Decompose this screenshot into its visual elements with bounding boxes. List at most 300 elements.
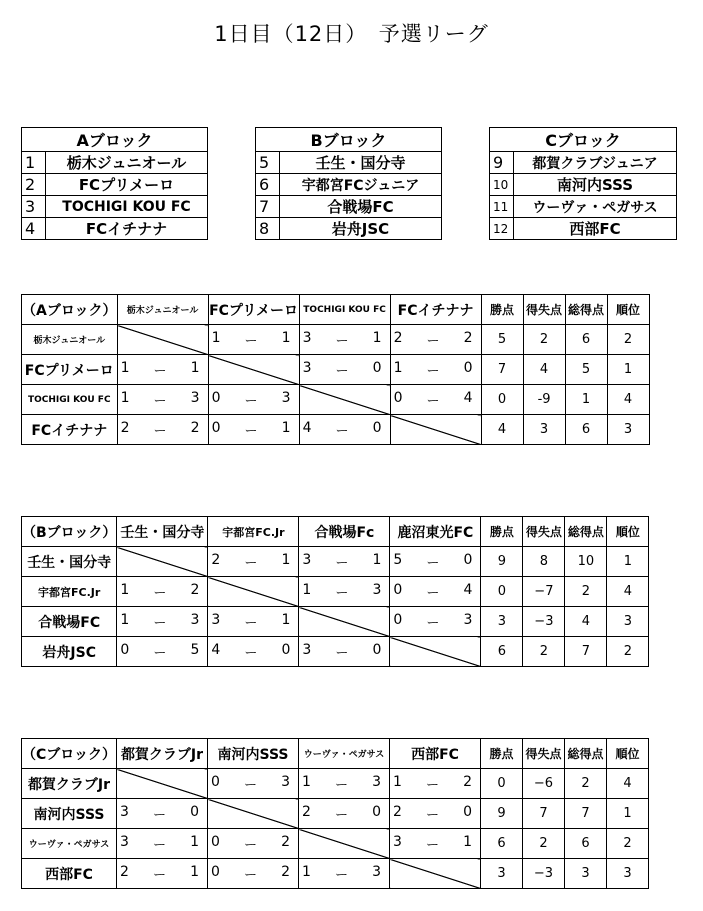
table-row <box>22 547 649 577</box>
score-against: 0 <box>372 804 381 820</box>
stat-cell <box>607 799 649 829</box>
score-for: 3 <box>302 330 312 346</box>
score-dash: ー <box>426 364 440 379</box>
stat-header: 得失点 <box>523 295 565 325</box>
roster-b <box>255 127 442 240</box>
stat-value: 2 <box>623 644 633 659</box>
stat-cell <box>565 607 607 637</box>
stat-value: 7 <box>497 362 507 377</box>
block-label: （Bブロック） <box>22 517 117 547</box>
stat-value: 4 <box>497 422 507 437</box>
team-name: 都賀クラブジュニア <box>514 152 677 174</box>
team-number: 3 <box>22 196 46 218</box>
stat-value: −6 <box>533 776 554 791</box>
score-against: 2 <box>463 774 472 790</box>
stat-header: 勝点 <box>481 295 523 325</box>
table-row <box>22 577 649 607</box>
stat-cell <box>565 769 607 799</box>
score-for: 2 <box>393 804 402 820</box>
column-header: FCプリメーロ <box>208 295 299 325</box>
stat-cell <box>523 577 565 607</box>
stat-value: 7 <box>581 644 591 659</box>
column-header: 鹿沼東光FC <box>390 517 481 547</box>
stat-value: −3 <box>534 614 554 629</box>
stat-value: 7 <box>539 806 548 821</box>
score-cell <box>390 385 481 415</box>
score-dash: ー <box>425 838 439 853</box>
stat-value: 9 <box>497 806 506 821</box>
team-number: 7 <box>256 196 280 218</box>
diagonal-cell <box>117 547 208 577</box>
stat-value: 2 <box>539 644 549 659</box>
stat-value: 2 <box>623 836 632 851</box>
table-row <box>22 637 649 667</box>
diagonal-cell <box>299 385 390 415</box>
stat-value: 5 <box>581 362 591 377</box>
diagonal-cell <box>390 859 481 889</box>
row-team-name: FCイチナナ <box>22 415 118 445</box>
score-cell <box>299 859 390 889</box>
team-name: 合戦場FC <box>280 196 442 218</box>
score-cell <box>208 637 299 667</box>
stat-cell <box>481 325 523 355</box>
score-dash: ー <box>243 778 257 793</box>
row-team-name: 岩舟JSC <box>22 637 117 667</box>
score-for: 3 <box>211 612 221 628</box>
stat-cell <box>607 385 649 415</box>
stat-cell <box>523 325 565 355</box>
team-name: 南河内SSS <box>514 174 677 196</box>
score-against: 0 <box>190 804 199 820</box>
stat-value: 6 <box>497 644 507 659</box>
stat-cell <box>607 355 649 385</box>
stat-value: 6 <box>581 332 591 347</box>
row-team-name: 宇都宮FC.Jr <box>22 577 117 607</box>
score-cell <box>390 607 481 637</box>
stat-value: 4 <box>581 614 591 629</box>
score-against: 1 <box>190 864 199 880</box>
roster-header: Cブロック <box>490 128 677 152</box>
stat-cell <box>523 769 565 799</box>
stat-cell <box>481 769 523 799</box>
team-number: 10 <box>490 174 514 196</box>
stat-header: 総得点 <box>565 517 607 547</box>
stat-cell <box>523 385 565 415</box>
stat-value: 4 <box>623 392 633 407</box>
team-name: FCイチナナ <box>46 218 208 240</box>
team-name: ウーヴァ・ペガサス <box>514 196 677 218</box>
stat-cell <box>607 859 649 889</box>
column-header: TOCHIGI KOU FC <box>299 295 390 325</box>
score-dash: ー <box>426 334 440 349</box>
score-dash: ー <box>426 616 440 631</box>
diagonal-cell <box>299 829 390 859</box>
score-cell <box>208 415 299 445</box>
stat-value: 4 <box>623 776 632 791</box>
score-cell <box>208 325 299 355</box>
stat-value: 3 <box>623 614 633 629</box>
score-for: 1 <box>120 582 130 598</box>
score-dash: ー <box>335 424 349 439</box>
stat-header: 勝点 <box>481 739 523 769</box>
score-cell <box>208 829 299 859</box>
score-against: 1 <box>281 330 291 346</box>
stat-cell <box>481 385 523 415</box>
score-dash: ー <box>153 586 167 601</box>
score-for: 4 <box>302 420 312 436</box>
score-against: 0 <box>281 642 291 658</box>
score-dash: ー <box>335 364 349 379</box>
score-for: 0 <box>120 642 130 658</box>
stat-cell <box>565 577 607 607</box>
stat-value: 6 <box>497 836 506 851</box>
score-for: 1 <box>302 774 311 790</box>
score-for: 0 <box>211 390 221 406</box>
score-for: 0 <box>211 774 220 790</box>
stat-cell <box>481 577 523 607</box>
score-cell <box>117 577 208 607</box>
row-team-name: TOCHIGI KOU FC <box>22 385 118 415</box>
score-for: 1 <box>393 774 402 790</box>
stat-cell <box>565 637 607 667</box>
stat-cell <box>481 607 523 637</box>
table-row <box>22 325 650 355</box>
score-dash: ー <box>335 586 349 601</box>
stat-cell <box>523 607 565 637</box>
diagonal-cell <box>117 325 208 355</box>
score-for: 3 <box>120 834 129 850</box>
stat-cell <box>523 829 565 859</box>
stat-value: −7 <box>534 584 554 599</box>
table-row <box>22 859 649 889</box>
stat-cell <box>481 859 523 889</box>
stat-cell <box>607 415 649 445</box>
score-cell <box>299 547 390 577</box>
stat-value: 5 <box>497 332 507 347</box>
row-team-name: 都賀クラブJr <box>22 769 117 799</box>
score-cell <box>390 799 481 829</box>
score-against: 4 <box>463 582 473 598</box>
stat-value: 1 <box>623 554 633 569</box>
score-for: 1 <box>120 390 130 406</box>
column-header: 西部FC <box>390 739 481 769</box>
stat-header: 順位 <box>607 517 649 547</box>
score-for: 1 <box>211 330 221 346</box>
score-cell <box>117 859 208 889</box>
score-dash: ー <box>426 394 440 409</box>
column-header: 合戦場Fc <box>299 517 390 547</box>
score-against: 1 <box>463 834 472 850</box>
score-cell <box>390 829 481 859</box>
column-header: 栃木ジュニオール <box>117 295 208 325</box>
stat-header: 順位 <box>607 295 649 325</box>
table-row <box>22 829 649 859</box>
stat-header: 総得点 <box>565 739 607 769</box>
score-against: 1 <box>281 420 291 436</box>
team-number: 11 <box>490 196 514 218</box>
score-cell <box>208 547 299 577</box>
score-for: 0 <box>211 834 220 850</box>
stat-cell <box>607 637 649 667</box>
table-row <box>22 355 650 385</box>
score-against: 0 <box>463 804 472 820</box>
score-dash: ー <box>152 838 166 853</box>
diagonal-cell <box>390 415 481 445</box>
score-cell <box>117 607 208 637</box>
score-for: 2 <box>120 864 129 880</box>
column-header: ウーヴァ・ペガサス <box>299 739 390 769</box>
score-dash: ー <box>153 364 167 379</box>
score-dash: ー <box>334 808 348 823</box>
row-team-name: 合戦場FC <box>22 607 117 637</box>
column-header: FCイチナナ <box>390 295 481 325</box>
score-against: 1 <box>372 552 382 568</box>
team-name: 壬生・国分寺 <box>280 152 442 174</box>
score-for: 0 <box>393 390 403 406</box>
score-against: 0 <box>463 360 473 376</box>
score-against: 3 <box>372 864 381 880</box>
stat-cell <box>565 799 607 829</box>
score-cell <box>299 637 390 667</box>
stat-cell <box>607 547 649 577</box>
stat-value: 1 <box>623 362 633 377</box>
stat-cell <box>481 355 523 385</box>
score-cell <box>390 325 481 355</box>
team-number: 4 <box>22 218 46 240</box>
stat-value: -9 <box>537 392 551 407</box>
score-cell <box>299 769 390 799</box>
score-against: 4 <box>463 390 473 406</box>
score-against: 0 <box>372 420 382 436</box>
team-number: 8 <box>256 218 280 240</box>
stat-cell <box>481 637 523 667</box>
stat-cell <box>565 415 607 445</box>
block-label: （Cブロック） <box>22 739 117 769</box>
table-row <box>22 769 649 799</box>
stat-value: 3 <box>497 614 507 629</box>
score-against: 3 <box>190 612 200 628</box>
score-dash: ー <box>244 334 258 349</box>
score-for: 4 <box>211 642 221 658</box>
score-for: 2 <box>120 420 130 436</box>
team-name: TOCHIGI KOU FC <box>46 196 208 218</box>
score-dash: ー <box>244 616 258 631</box>
score-against: 2 <box>190 582 200 598</box>
score-for: 0 <box>211 420 221 436</box>
score-against: 1 <box>190 360 200 376</box>
stat-value: 10 <box>577 554 595 569</box>
column-header: 都賀クラブJr <box>117 739 208 769</box>
score-dash: ー <box>335 556 349 571</box>
row-team-name: FCプリメーロ <box>22 355 118 385</box>
stat-header: 順位 <box>607 739 649 769</box>
score-for: 1 <box>120 360 130 376</box>
table-row <box>22 607 649 637</box>
stat-header: 得失点 <box>523 739 565 769</box>
team-number: 12 <box>490 218 514 240</box>
stat-cell <box>607 577 649 607</box>
stat-value: 0 <box>497 392 507 407</box>
score-against: 3 <box>372 582 382 598</box>
score-cell <box>117 415 208 445</box>
score-against: 1 <box>372 330 382 346</box>
stat-cell <box>523 355 565 385</box>
score-cell <box>299 799 390 829</box>
diagonal-cell <box>208 355 299 385</box>
score-cell <box>390 769 481 799</box>
roster-a <box>21 127 208 240</box>
stat-value: 0 <box>497 776 506 791</box>
score-for: 3 <box>302 360 312 376</box>
score-against: 2 <box>281 834 290 850</box>
stat-cell <box>565 325 607 355</box>
stat-cell <box>523 547 565 577</box>
score-for: 1 <box>393 360 403 376</box>
score-against: 3 <box>281 774 290 790</box>
score-against: 5 <box>190 642 200 658</box>
score-dash: ー <box>153 646 167 661</box>
score-for: 1 <box>302 582 312 598</box>
stat-value: 2 <box>539 836 548 851</box>
stat-value: 3 <box>497 866 506 881</box>
score-against: 0 <box>372 360 382 376</box>
stat-cell <box>565 355 607 385</box>
score-cell <box>208 859 299 889</box>
table-row <box>22 385 650 415</box>
score-cell <box>299 415 390 445</box>
stat-value: 2 <box>581 584 591 599</box>
score-dash: ー <box>152 868 166 883</box>
score-against: 3 <box>463 612 473 628</box>
team-name: 西部FC <box>514 218 677 240</box>
score-for: 1 <box>120 612 130 628</box>
stat-value: 3 <box>539 422 549 437</box>
score-for: 3 <box>302 552 312 568</box>
score-against: 0 <box>372 642 382 658</box>
stat-cell <box>523 799 565 829</box>
score-against: 3 <box>190 390 200 406</box>
score-cell <box>208 385 299 415</box>
score-for: 2 <box>211 552 221 568</box>
column-header: 南河内SSS <box>208 739 299 769</box>
score-against: 3 <box>372 774 381 790</box>
stat-value: 4 <box>539 362 549 377</box>
roster-header: Aブロック <box>22 128 208 152</box>
stat-cell <box>523 637 565 667</box>
score-against: 1 <box>281 612 291 628</box>
score-dash: ー <box>334 778 348 793</box>
team-name: FCプリメーロ <box>46 174 208 196</box>
score-for: 0 <box>393 582 403 598</box>
stat-header: 総得点 <box>565 295 607 325</box>
score-dash: ー <box>243 868 257 883</box>
row-team-name: 壬生・国分寺 <box>22 547 117 577</box>
score-for: 1 <box>302 864 311 880</box>
stat-header: 得失点 <box>523 517 565 547</box>
score-for: 3 <box>302 642 312 658</box>
score-for: 5 <box>393 552 403 568</box>
score-dash: ー <box>153 616 167 631</box>
score-cell <box>390 355 481 385</box>
roster-header: Bブロック <box>256 128 442 152</box>
stat-cell <box>607 769 649 799</box>
stat-value: 3 <box>581 866 590 881</box>
team-name: 宇都宮FCジュニア <box>280 174 442 196</box>
score-dash: ー <box>153 394 167 409</box>
score-cell <box>390 547 481 577</box>
score-cell <box>390 577 481 607</box>
diagonal-cell <box>299 607 390 637</box>
team-number: 1 <box>22 152 46 174</box>
stat-value: 1 <box>581 392 591 407</box>
score-dash: ー <box>244 424 258 439</box>
stat-cell <box>565 829 607 859</box>
score-cell <box>117 385 208 415</box>
stat-value: 7 <box>581 806 590 821</box>
score-cell <box>117 355 208 385</box>
score-cell <box>208 769 299 799</box>
score-cell <box>117 829 208 859</box>
team-number: 5 <box>256 152 280 174</box>
team-name: 岩舟JSC <box>280 218 442 240</box>
score-for: 3 <box>393 834 402 850</box>
score-dash: ー <box>425 778 439 793</box>
stat-cell <box>523 415 565 445</box>
table-row <box>22 415 650 445</box>
score-dash: ー <box>334 868 348 883</box>
stat-header: 勝点 <box>481 517 523 547</box>
score-dash: ー <box>244 556 258 571</box>
league-table-b <box>21 516 649 667</box>
stat-value: 2 <box>623 332 633 347</box>
table-row <box>22 799 649 829</box>
score-dash: ー <box>243 838 257 853</box>
diagonal-cell <box>208 799 299 829</box>
score-against: 2 <box>190 420 200 436</box>
score-against: 2 <box>281 864 290 880</box>
score-cell <box>299 355 390 385</box>
score-against: 2 <box>463 330 473 346</box>
stat-value: 6 <box>581 836 590 851</box>
score-for: 0 <box>211 864 220 880</box>
score-for: 2 <box>393 330 403 346</box>
stat-value: 2 <box>539 332 549 347</box>
score-cell <box>117 637 208 667</box>
stat-value: 1 <box>623 806 632 821</box>
score-against: 1 <box>190 834 199 850</box>
team-name: 栃木ジュニオール <box>46 152 208 174</box>
diagonal-cell <box>117 769 208 799</box>
league-table-c <box>21 738 649 889</box>
stat-cell <box>481 547 523 577</box>
diagonal-cell <box>208 577 299 607</box>
column-header: 壬生・国分寺 <box>117 517 208 547</box>
score-cell <box>117 799 208 829</box>
score-against: 0 <box>463 552 473 568</box>
stat-cell <box>607 607 649 637</box>
team-number: 9 <box>490 152 514 174</box>
stat-cell <box>565 547 607 577</box>
score-dash: ー <box>244 394 258 409</box>
score-for: 3 <box>120 804 129 820</box>
row-team-name: 南河内SSS <box>22 799 117 829</box>
score-against: 1 <box>281 552 291 568</box>
score-dash: ー <box>152 808 166 823</box>
stat-cell <box>481 415 523 445</box>
score-cell <box>299 325 390 355</box>
league-table-a <box>21 294 650 445</box>
stat-cell <box>565 859 607 889</box>
